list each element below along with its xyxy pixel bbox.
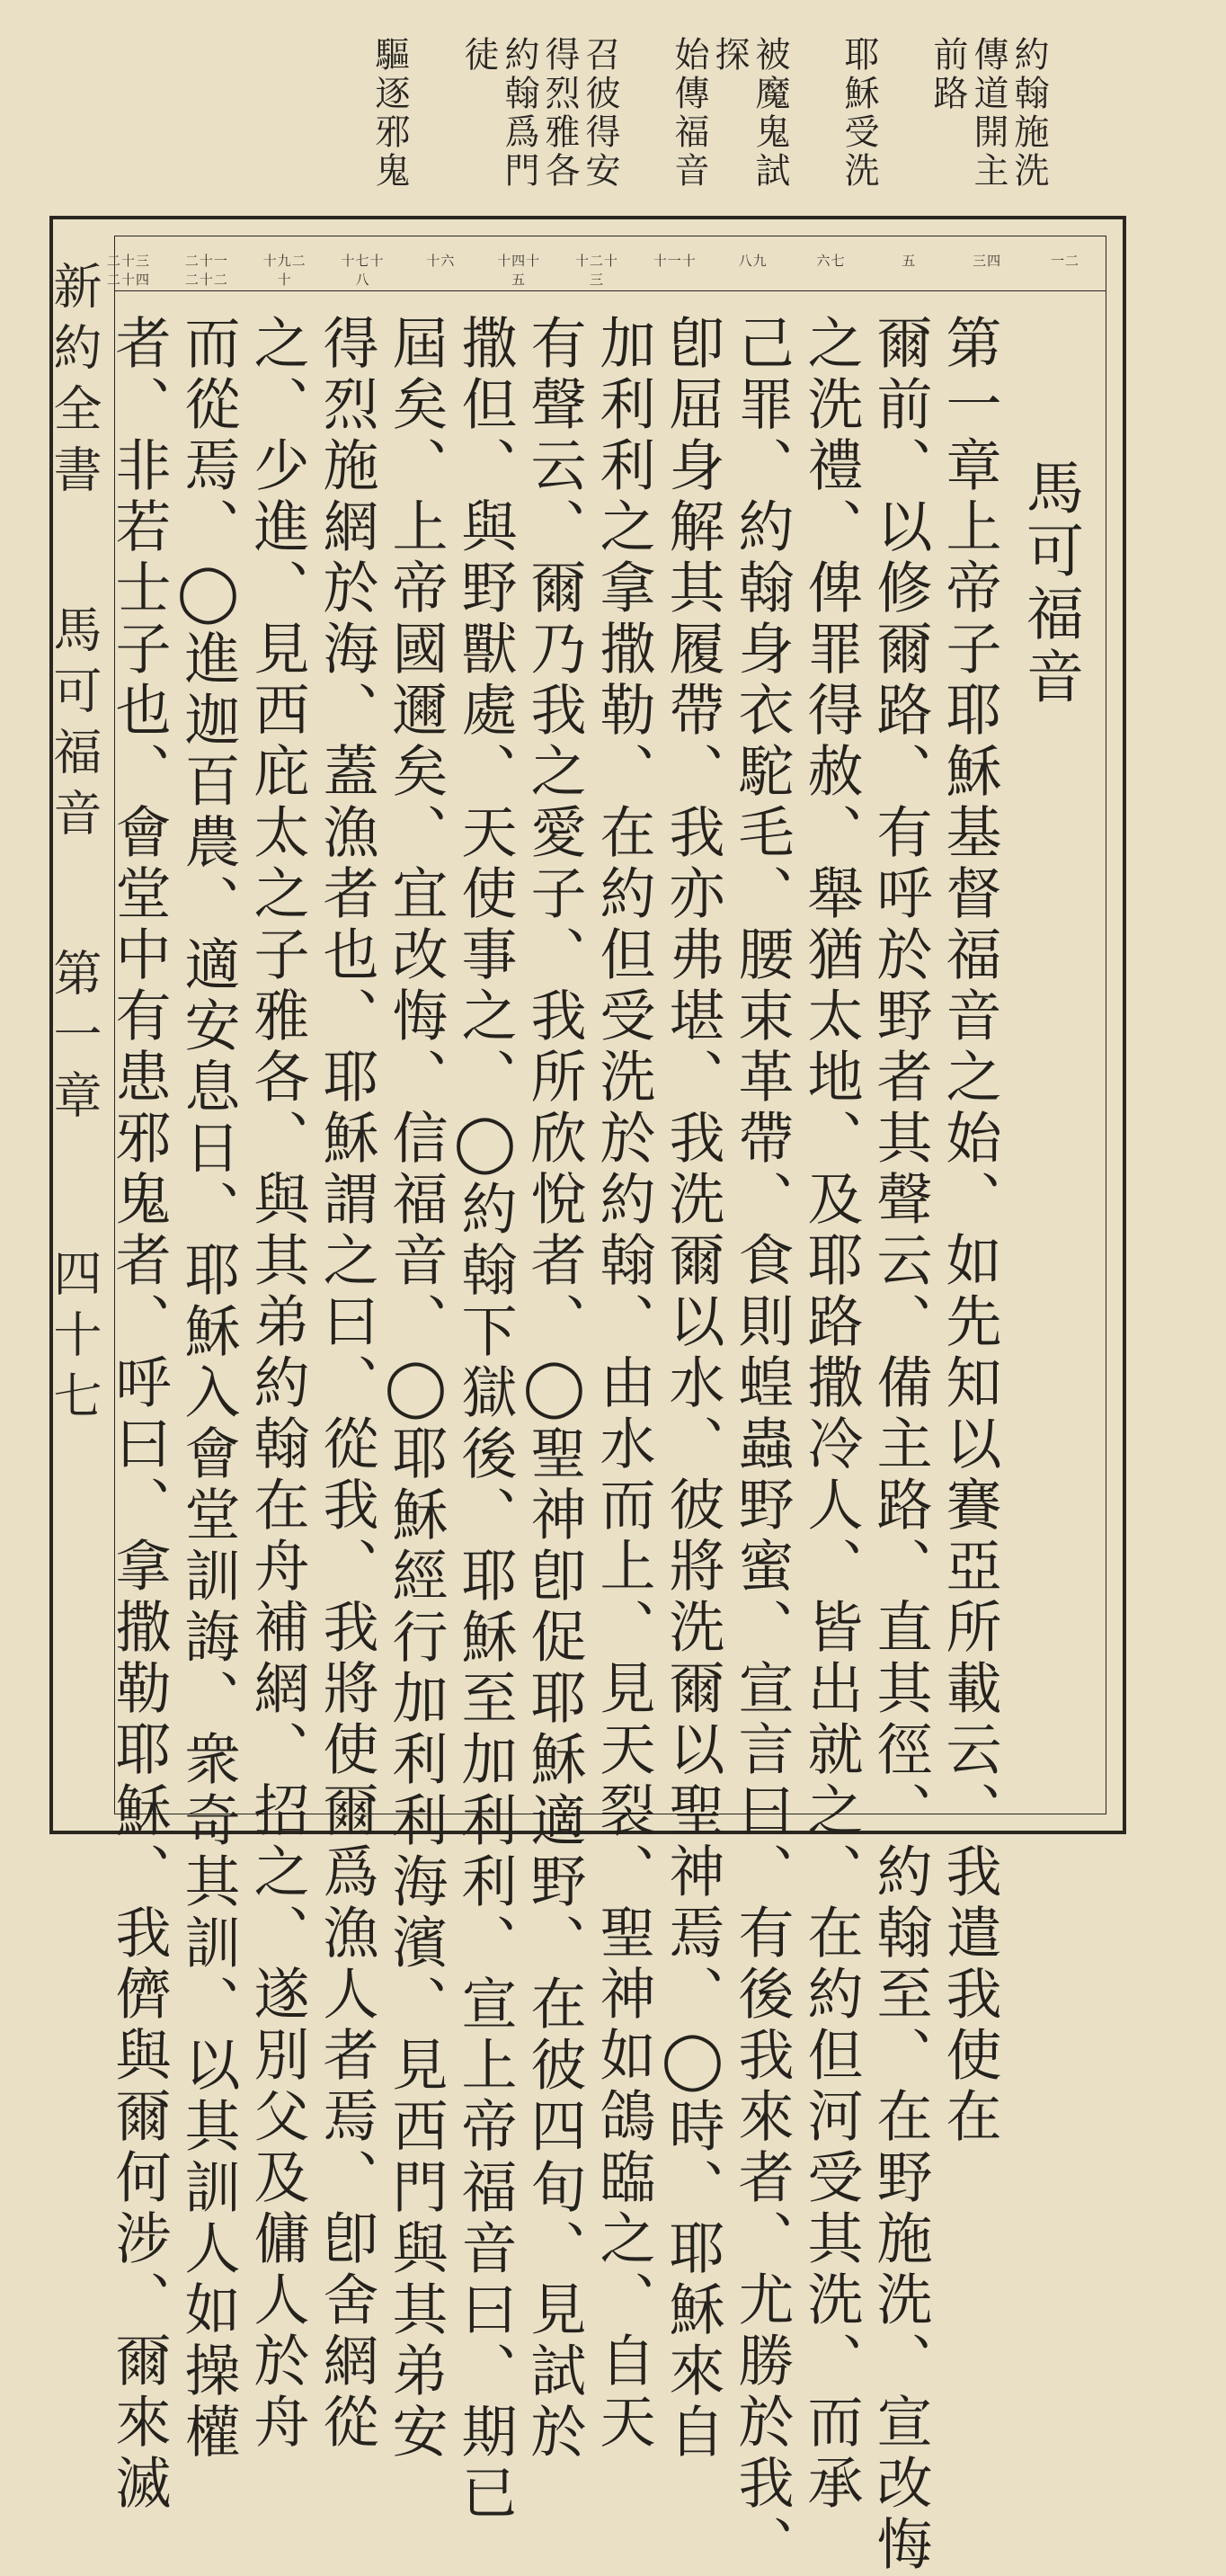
verse-index-label: 二十一二十二 [184,253,228,288]
text-columns [106,314,1083,2576]
page-number: 四十七 [46,1248,102,1431]
margin-note-line: 被魔鬼試 [750,36,790,191]
text-column: 之洗禮、俾罪得赦、舉猶太地、及耶路撒冷人、皆出就之、在約但河受其洗、而承 [798,314,864,2515]
margin-note-line: 驅逐邪鬼 [369,36,410,191]
verse-index-label: 十九二十 [262,253,306,288]
margin-note-3 [669,36,790,216]
text-column: 第一章上帝子耶穌基督福音之始、如先知以賽亞所載云、我遣我使在 [937,314,1002,2148]
margin-note-line: 探 [709,36,750,75]
verse-index-label: 十六 [426,253,456,269]
text-column: 而從焉、◯進迦百農、適安息日、耶穌入會堂訓誨、衆奇其訓、以其訓人如操權 [175,314,241,2464]
margin-note-1 [928,36,1049,216]
margin-note-line: 約翰爲門 [499,36,539,191]
verse-index-label: 五 [902,253,917,269]
verse-index-label: 十二十三 [574,253,618,288]
verse-index-bar [106,236,1106,291]
running-title-book: 新約全書 [46,261,102,505]
text-frame [46,216,1126,2576]
verse-index-label: 十一十 [653,253,697,269]
text-column: 卽屈身解其履帶、我亦弗堪、我洗爾以水、彼將洗爾以聖神焉、◯時、耶穌來自 [660,314,725,2464]
verse-index-label: 十四十五 [497,253,541,288]
running-title-gospel: 馬可福音 [46,604,102,849]
text-column: 者、非若士子也、會堂中有患邪鬼者、呼曰、拿撒勒耶穌、我儕與爾何涉、爾來滅 [106,314,172,2515]
running-title [46,261,102,1789]
text-column: 屆矣、上帝國邇矣、宜改悔、信福音、◯耶穌經行加利利海濱、見西門與其弟安 [383,314,449,2464]
margin-note-5 [369,36,410,216]
verse-index-label: 六七 [816,253,846,269]
text-column: 之、少進、見西庇太之子雅各、與其弟約翰在舟補網、招之、遂別父及傭人於舟 [244,314,310,2454]
text-column: 撒但、與野獸處、天使事之、◯約翰下獄後、耶穌至加利利、宣上帝福音曰、期已 [452,314,518,2525]
text-column: 己罪、約翰身衣駝毛、腰束革帶、食則蝗蟲野蜜、宣言曰、有後我來者、尤勝於我、 [729,314,795,2576]
text-column: 爾前、以修爾路、有呼於野者其聲云、備主路、直其徑、約翰至、在野施洗、宣改悔 [867,314,933,2576]
verse-index-label: 八九 [738,253,768,269]
verse-index-label: 一二 [1050,253,1079,269]
margin-note-line: 前路 [928,36,968,113]
margin-note-2 [839,36,879,216]
margin-note-line: 徒 [458,36,499,75]
margin-note-line: 召彼得安 [580,36,620,191]
book-title: 馬可福音 [1017,458,1083,709]
text-column: 有聲云、爾乃我之愛子、我所欣悅者、◯聖神卽促耶穌適野、在彼四旬、見試於 [521,314,587,2464]
running-title-chapter: 第一章 [46,948,102,1131]
margin-notes [207,36,1049,216]
text-column: 加利利之拿撒勒、在約但受洗於約翰、由水而上、見天裂、聖神如鴿臨之、自天 [591,314,656,2454]
verse-index-label: 三四 [973,253,1002,269]
margin-note-line: 得烈雅各 [539,36,580,191]
verse-index-label: 十七十八 [341,253,385,288]
text-column: 得烈施網於海、蓋漁者也、耶穌謂之曰、從我、我將使爾爲漁人者焉、卽舍網從 [314,314,379,2454]
margin-note-4 [458,36,620,216]
verse-index-label: 二十三二十四 [106,253,150,288]
margin-note-line: 始傳福音 [669,36,709,191]
margin-note-line: 約翰施洗 [1008,36,1049,191]
text-frame-inner [106,236,1106,2576]
margin-note-line: 傳道開主 [968,36,1008,191]
margin-note-line: 耶穌受洗 [839,36,879,191]
